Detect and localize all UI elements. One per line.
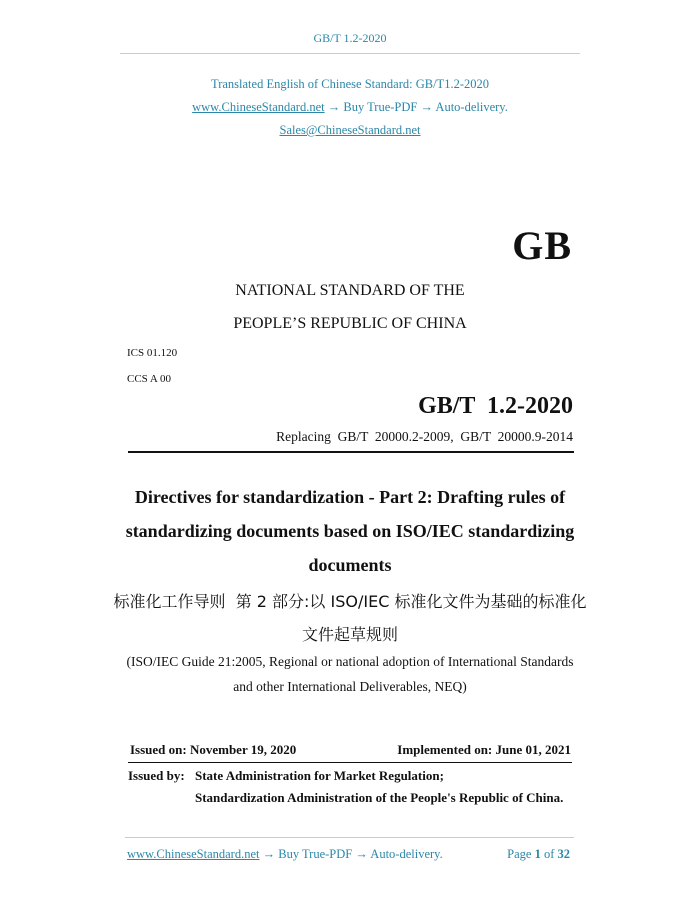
page-number: 1 [534, 847, 541, 861]
purchase-line [0, 100, 700, 115]
reference-line1: (ISO/IEC Guide 21:2005, Regional or national adoption of International Standards [126, 654, 574, 669]
title-line3: documents [308, 555, 392, 575]
implemented-date: Implemented on: June 01, 2021 [397, 742, 571, 757]
replacing-line: Replacing GB/T 20000.2-2009, GB/T 20000.9-2014 [276, 429, 573, 444]
running-header: GB/T 1.2-2020 [313, 31, 387, 45]
email-line [0, 123, 700, 138]
dates-divider [128, 762, 572, 763]
issuer-line2: Standardization Administration of the People's Republic of China. [195, 790, 564, 805]
footer-divider [125, 837, 574, 838]
header-divider [120, 53, 580, 54]
issuer-line1: State Administration for Market Regulation; [195, 768, 444, 783]
standard-code: GB/T 1.2-2020 [418, 393, 573, 419]
page-total: 32 [557, 847, 570, 861]
national-standard-line2: PEOPLE’S REPUBLIC OF CHINA [233, 315, 467, 332]
gb-logo: GB [512, 223, 572, 268]
footer-site-link[interactable]: www.ChineseStandard.net [127, 847, 260, 861]
page-indicator [507, 847, 570, 862]
email-link[interactable]: Sales@ChineseStandard.net [279, 123, 421, 137]
buy-text: → Buy True-PDF → Auto-delivery. [327, 100, 508, 114]
site-link[interactable]: www.ChineseStandard.net [192, 100, 325, 114]
reference-line2: and other International Deliverables, NEQ) [233, 679, 467, 694]
title-line1: Directives for standardization - Part 2: Drafting rules of [134, 487, 566, 507]
ics-code: ICS 01.120 [127, 347, 178, 359]
issued-by-label: Issued by: [128, 768, 185, 783]
title-divider [128, 451, 574, 453]
title-line2: standardizing documents based on ISO/IEC standardizing [125, 521, 575, 541]
of-label: of [543, 847, 555, 861]
page-label: Page [507, 847, 532, 861]
footer-purchase-line [127, 847, 443, 862]
national-standard-line1: NATIONAL STANDARD OF THE [235, 282, 465, 299]
footer-buy-text: → Buy True-PDF → Auto-delivery. [262, 847, 443, 861]
ccs-code: CCS A 00 [127, 373, 172, 385]
chinese-title-line2: 文件起草规则 [301, 625, 398, 644]
translation-notice: Translated English of Chinese Standard: GB/T1.2-2020 [211, 77, 489, 91]
issued-date: Issued on: November 19, 2020 [130, 742, 297, 757]
chinese-title-line1: 标准化工作导则 第 2 部分:以 ISO/IEC 标准化文件为基础的标准化 [113, 592, 587, 611]
